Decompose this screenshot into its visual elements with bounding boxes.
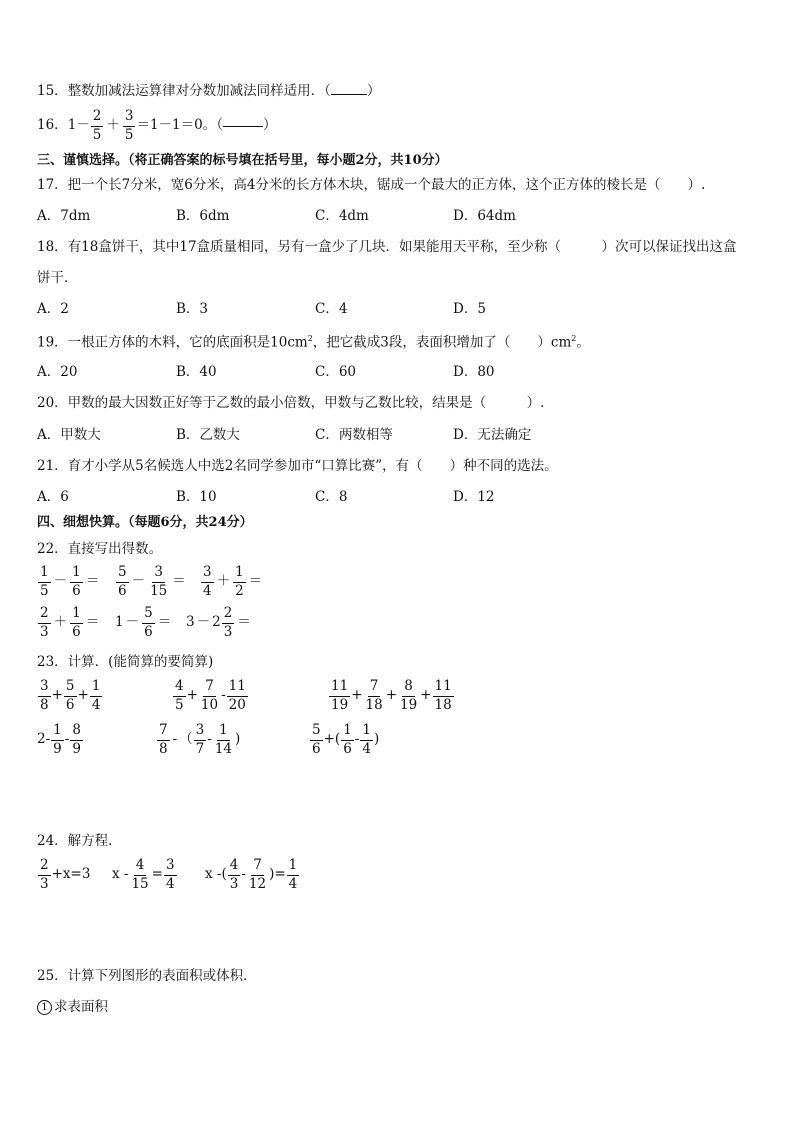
question-15: [37, 85, 380, 99]
option-d: D．5: [453, 301, 486, 317]
option-a: A．甲数大: [37, 427, 101, 443]
fraction: $\frac{2}{5}$: [92, 108, 102, 143]
q23-expr-2: $\frac{4}{5}$ + $\frac{7}{10}$ - $\frac{11}{20}$: [175, 678, 246, 713]
q24-equation-1: $\frac{2}{3}$ +x=3: [40, 857, 91, 892]
question-25-title: 25．计算下列图形的表面积或体积．: [37, 968, 257, 984]
section-heading-4: 四、细想快算。（每题6分，共24分）: [37, 515, 253, 530]
option-a: A．2: [37, 301, 69, 317]
question-18-line2: 饼干．: [37, 270, 78, 286]
expr-text: ＝1－1＝0。（: [136, 117, 223, 134]
q22-expr-6: 3 － 2 $\frac{2}{3}$ ＝: [186, 605, 251, 640]
fraction: $\frac{3}{5}$: [124, 108, 134, 143]
question-20: 20．甲数的最大因数正好等于乙数的最小倍数，甲数与乙数比较，结果是（ ）.: [37, 395, 545, 411]
option-a: A．6: [37, 489, 69, 505]
option-b: B．10: [176, 489, 217, 505]
option-d: D．12: [453, 489, 495, 505]
q22-expr-4: $\frac{2}{3}$ ＋ $\frac{1}{6}$ ＝: [40, 605, 100, 640]
q23-expr-1: $\frac{3}{8}$ + $\frac{5}{6}$ + $\frac{1}{4}$: [40, 678, 101, 713]
q23-expr-3: $\frac{11}{19}$ + $\frac{7}{18}$ + $\frac{8}{19}$ + $\frac{11}{18}$: [331, 678, 452, 713]
q23-expr-4: 2 - $\frac{1}{9}$ - $\frac{8}{9}$: [37, 722, 81, 757]
answer-blank: [331, 94, 367, 95]
question-18-line1: 18．有18盒饼干，其中17盒质量相同，另有一盒少了几块．如果能用天平称，至少称（ ）次可以保证找出这盒: [37, 239, 737, 255]
question-number: 15．: [37, 83, 68, 99]
option-b: B．3: [176, 301, 209, 317]
question-text-close: ）: [366, 83, 381, 99]
q22-expr-2: $\frac{5}{6}$ － $\frac{3}{15}$ ＝: [118, 564, 186, 599]
option-d: D．64dm: [453, 208, 516, 224]
q22-expr-1: $\frac{1}{5}$ － $\frac{1}{6}$ ＝: [40, 564, 100, 599]
question-text: 整数加减法运算律对分数加减法同样适用．（: [67, 83, 331, 99]
question-16: [37, 110, 277, 142]
operator: ＋: [106, 117, 120, 134]
q23-expr-5: $\frac{7}{8}$ - （ $\frac{3}{7}$ - $\frac{1}{14}$ ): [159, 722, 241, 757]
option-d: D．80: [453, 364, 495, 380]
question-number: 16．: [37, 117, 68, 134]
q22-expr-3: $\frac{3}{4}$ ＋ $\frac{1}{2}$ ＝: [203, 564, 263, 599]
answer-blank: [223, 126, 263, 127]
q23-expr-6: $\frac{5}{6}$ + ( $\frac{1}{6}$ - $\frac{1}{4}$ ): [312, 722, 380, 757]
section-heading-3: 三、谨慎选择。（将正确答案的标号填在括号里，每小题2分，共10分）: [37, 153, 448, 168]
expr-text: 1－: [67, 117, 90, 134]
question-17: 17．把一个长7分米，宽6分米，高4分米的长方体木块，锯成一个最大的正方体，这个正方体的棱长是（ ）.: [37, 177, 706, 193]
option-a: A．20: [37, 364, 78, 380]
option-c: C．60: [315, 364, 357, 380]
option-c: C．两数相等: [315, 427, 393, 443]
option-b: B．6dm: [176, 208, 230, 224]
question-22-title: 22．直接写出得数。: [37, 541, 163, 557]
option-c: C．4: [315, 301, 348, 317]
question-25-sub-1: [37, 1000, 108, 1015]
q24-equation-2: x - $\frac{4}{15}$ = $\frac{3}{4}$: [112, 857, 175, 892]
question-21: 21．育才小学从5名候选人中选2名同学参加市“口算比赛”，有（ ）种不同的选法。: [37, 458, 558, 474]
option-d: D．无法确定: [453, 427, 532, 443]
circled-number: 1: [37, 1000, 52, 1015]
question-23-title: 23．计算．(能简算的要简算): [37, 654, 214, 670]
question-text-close: ）: [263, 117, 277, 134]
option-c: C．8: [315, 489, 348, 505]
q22-expr-5: 1 － $\frac{5}{6}$ ＝: [115, 605, 172, 640]
option-b: B．40: [176, 364, 217, 380]
option-c: C．4dm: [315, 208, 369, 224]
option-b: B．乙数大: [176, 427, 240, 443]
q24-equation-3: x -( $\frac{4}{3}$ - $\frac{7}{12}$ ) = $\frac{1}{4}$: [205, 857, 298, 892]
question-19: 19．一根正方体的木料，它的底面积是$10cm^2$，把它截成3段，表面积增加了（ ）$cm^2$。: [37, 334, 590, 351]
option-a: A．7dm: [37, 208, 91, 224]
sub-question-text: 求表面积: [54, 999, 108, 1015]
question-24-title: 24．解方程．: [37, 833, 122, 849]
